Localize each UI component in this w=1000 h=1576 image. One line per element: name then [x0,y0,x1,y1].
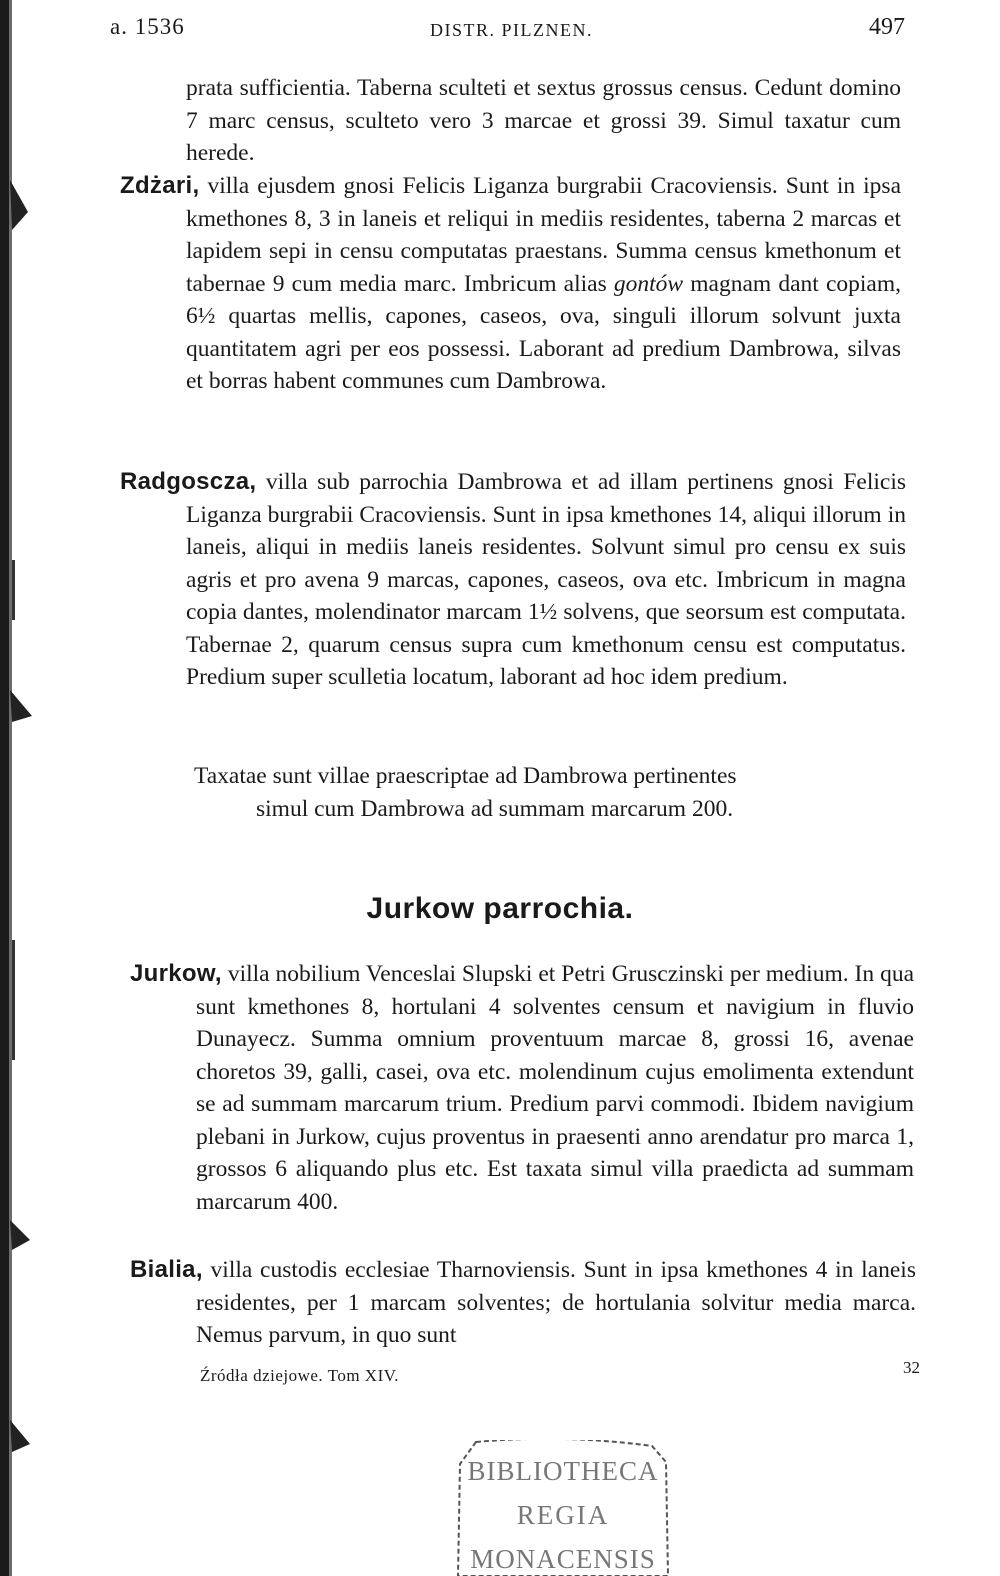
entry-jurkow [130,958,914,1218]
taxation-line-1: Taxatae sunt villae praescriptae ad Dambrowa pertinentes [194,763,737,789]
entry-italic-gontow: gontów [613,270,684,297]
entry-text-zdzari-a: villa ejusdem gnosi Felicis Liganza burgrabii Cracoviensis. Sunt in ipsa kmethones 8, 3 in laneis et reliqui in mediis residentes, taberna 2 marcas et lapidem sepi in censu computatas praestans. Summa census kmethonum et tabernae 9 cum media marc. Imbricum alias [186,173,901,297]
entry-name-jurkow: Jurkow, [130,960,222,987]
stamp-line-2: REGIA [516,1500,610,1530]
footer-signature-mark: 32 [903,1358,920,1377]
entry-name-bialia: Bialia, [130,1256,203,1283]
entry-zdzari [120,170,901,398]
entry-radgoscza [120,466,906,694]
entry-text-radgoscza: villa sub parrochia Dambrowa et ad illam pertinens gnosi Felicis Liganza burgrabii Cracoviensis. Sunt in ipsa kmethones 14, aliqui illorum in laneis, aliqui in mediis laneis residentes. Solvunt simul pro censu ex suis agris et pro avena 9 marcas, capones, caseos, ova etc. Imbricum in magna copia dantes, molendinator marcam 1½ solvens, que seorsum est computata. Tabernae 2, quarum census supra cum kmethonum censu est computatus. Predium super sculletia locatum, laborant ad hoc idem predium. [186,469,906,690]
entry-name-zdzari: Zdżari, [120,172,200,199]
entry-name-radgoscza: Radgoscza, [120,468,257,495]
entry-text-bialia: villa custodis ecclesiae Tharnoviensis. Sunt in ipsa kmethones 4 in laneis residentes, per 1 marcam solventes; de hortulania solvitur media marca. Nemus parvum, in quo sunt [196,1257,916,1348]
entry-text-zdzari-b: magnam dant copiam, 6½ quartas mellis, capones, caseos, ova, singuli illorum solvunt juxta quantitatem agri per eos possessi. Laborant ad predium Dambrowa, silvas et borras habent communes cum Dambrowa. [186,270,901,394]
section-title: Jurkow parrochia. [366,892,634,925]
stamp-line-1: BIBLIOTHECA [467,1456,659,1486]
taxation-line-2: simul cum Dambrowa ad summam marcarum 200. [256,795,734,822]
intro-text: prata sufficientia. Taberna sculteti et sextus grossus census. Cedunt domino 7 marc census, sculteto vero 3 marcae et grossi 39. Simul taxatur cum herede. [186,75,901,166]
footer-source: Źródła dziejowe. Tom XIV. [200,1366,400,1385]
page-number: 497 [869,14,905,40]
entry-bialia [130,1254,916,1352]
intro-paragraph [186,72,901,170]
stamp-line-3: MONACENSIS [470,1544,656,1574]
taxation-note [186,760,906,825]
entry-text-jurkow: villa nobilium Venceslai Slupski et Petri Grusczinski per medium. In qua sunt kmethones 8, hortulani 4 solventes censum et navigium in fluvio Dunayecz. Summa omnium proventuum marcae 8, grossi 16, avenae choretos 39, galli, casei, ova etc. molendinum cujus emolimenta extendunt se ad summam marcarum trium. Predium parvi commodi. Ibidem navigium plebani in Jurkow, cujus proventus in praesenti anno arendatur pro marca 1, grossos 6 aliquando plus etc. Est taxata simul villa praedicta ad summam marcarum 400. [196,961,914,1215]
library-stamp [456,1440,670,1576]
header-title: DISTR. PILZNEN. [430,20,593,40]
scan-binding-edge [0,0,32,1576]
header-year: a. 1536 [110,14,185,39]
page-footer [200,1358,920,1392]
running-header [110,14,905,46]
